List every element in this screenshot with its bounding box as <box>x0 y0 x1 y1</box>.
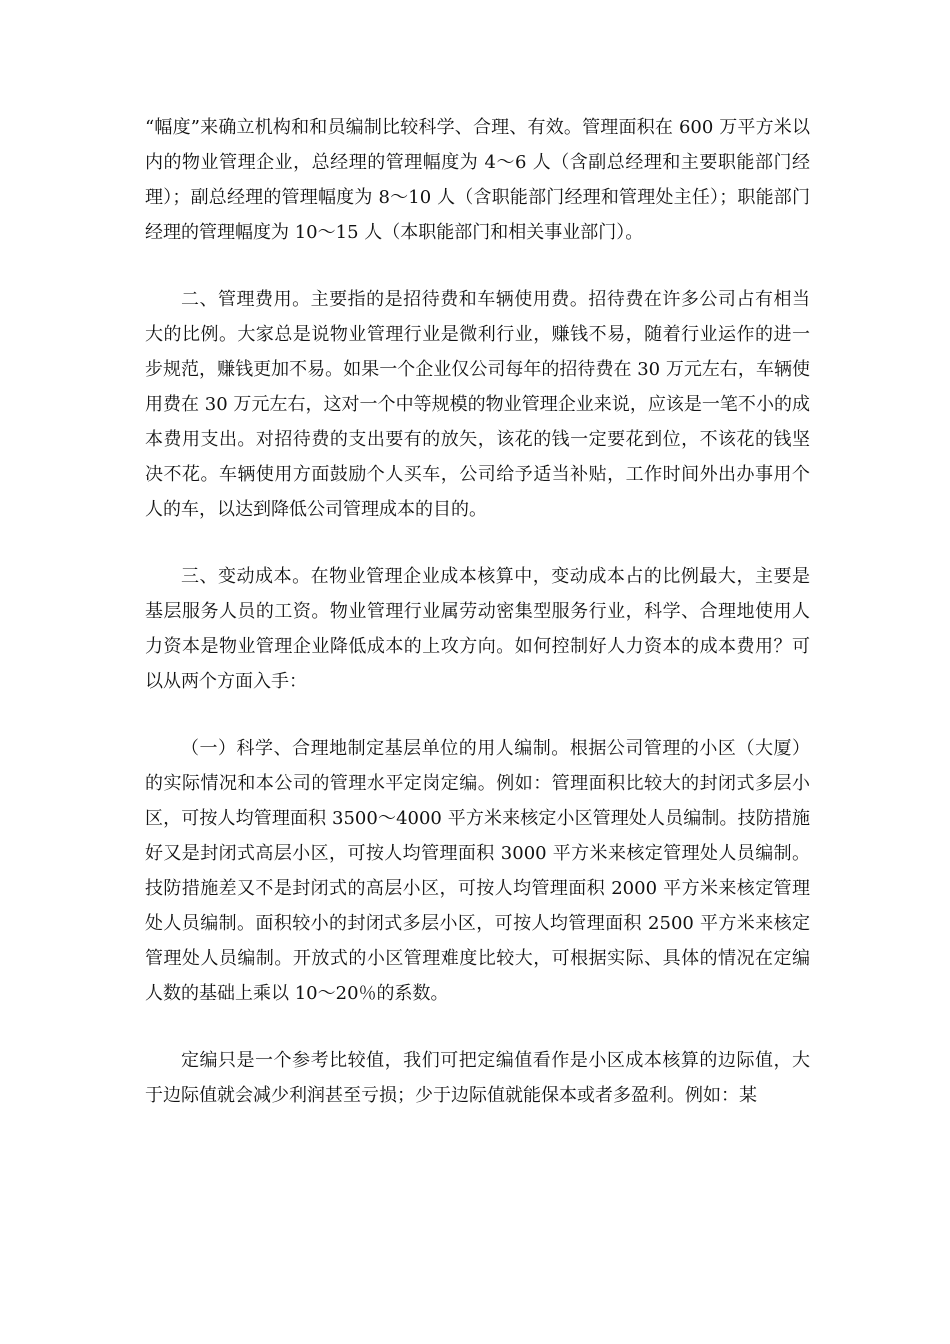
document-page <box>145 110 810 1113</box>
paragraph-management-expenses: 二、管理费用。主要指的是招待费和车辆使用费。招待费在许多公司占有相当大的比例。大家总是说物业管理行业是微利行业，赚钱不易，随着行业运作的进一步规范，赚钱更加不易。如果一个企业仅公司每年的招待费在 30 万元左右，车辆使用费在 30 万元左右，这对一个中等规模的物业管理企业来说，应该是一笔不小的成本费用支出。对招待费的支出要有的放矢，该花的钱一定要花到位，不该花的钱坚决不花。车辆使用方面鼓励个人买车，公司给予适当补贴，工作时间外出办事用个人的车，以达到降低公司管理成本的目的。 <box>145 289 810 520</box>
paragraph-variable-costs: 三、变动成本。在物业管理企业成本核算中，变动成本占的比例最大，主要是基层服务人员的工资。物业管理行业属劳动密集型服务行业，科学、合理地使用人力资本是物业管理企业降低成本的上攻方向。如何控制好人力资本的成本费用？可以从两个方面入手： <box>145 566 810 692</box>
paragraph-marginal-value: 定编只是一个参考比较值，我们可把定编值看作是小区成本核算的边际值，大于边际值就会减少利润甚至亏损；少于边际值就能保本或者多盈利。例如：某 <box>145 1050 810 1106</box>
paragraph-staffing-quota: （一）科学、合理地制定基层单位的用人编制。根据公司管理的小区（大厦）的实际情况和本公司的管理水平定岗定编。例如：管理面积比较大的封闭式多层小区，可按人均管理面积 3500～4000 平方米来核定小区管理处人员编制。技防措施好又是封闭式高层小区，可按人均管理面积 3000 平方米来核定管理处人员编制。技防措施差又不是封闭式的高层小区，可按人均管理面积 2000 平方米来核定管理处人员编制。面积较小的封闭式多层小区，可按人均管理面积 2500 平方米来核定管理处人员编制。开放式的小区管理难度比较大，可根据实际、具体的情况在定编人数的基础上乘以 10～20％的系数。 <box>145 738 810 1004</box>
paragraph-management-span: “幅度”来确立机构和和员编制比较科学、合理、有效。管理面积在 600 万平方米以内的物业管理企业，总经理的管理幅度为 4～6 人（含副总经理和主要职能部门经理）；副总经理的管理幅度为 8～10 人（含职能部门经理和管理处主任）；职能部门经理的管理幅度为 10～15 人（本职能部门和相关事业部门）。 <box>145 117 810 243</box>
